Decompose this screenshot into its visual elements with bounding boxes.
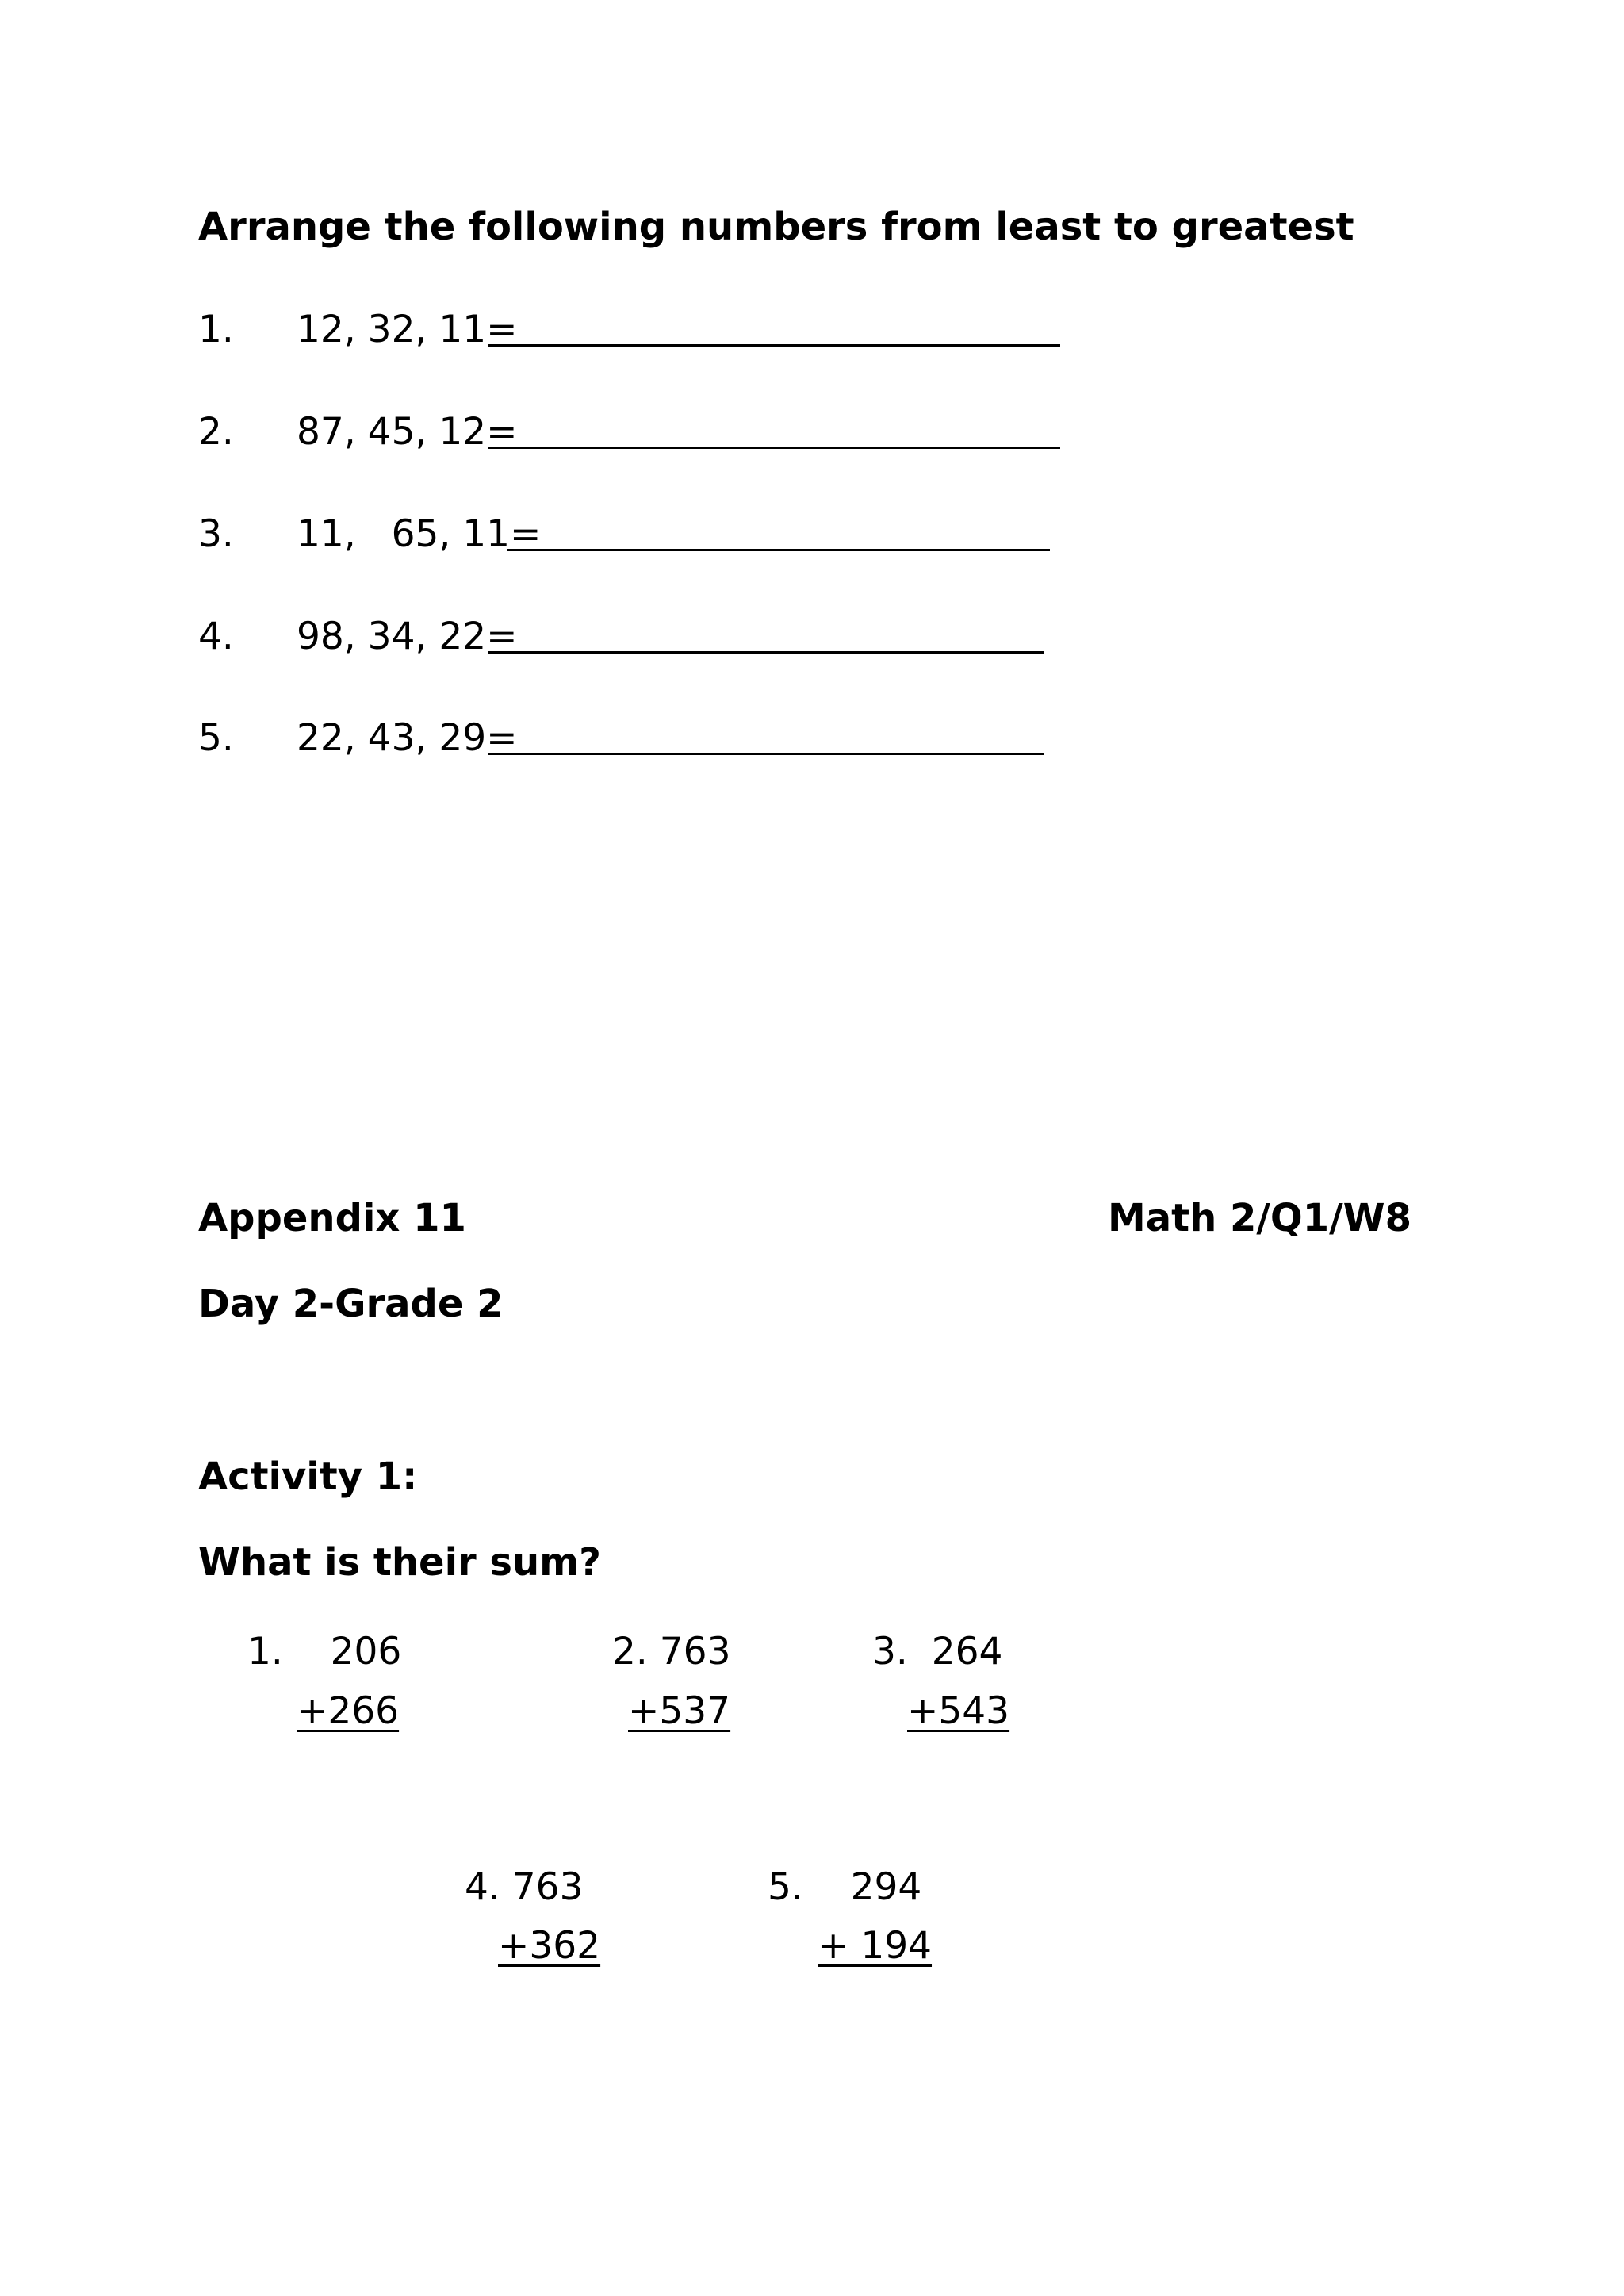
item-text: 98, 34, 22= bbox=[297, 615, 518, 658]
course-code: Math 2/Q1/W8 bbox=[1108, 1196, 1411, 1240]
problem-bottom: +362 bbox=[498, 1924, 601, 1968]
item-number: 4. bbox=[198, 615, 234, 658]
item-number: 3. bbox=[198, 512, 234, 556]
problem-bottom: +537 bbox=[628, 1689, 731, 1733]
answer-blank[interactable] bbox=[508, 549, 1050, 551]
activity-question: What is their sum? bbox=[198, 1540, 602, 1585]
answer-blank[interactable] bbox=[488, 447, 1060, 449]
item-text: 87, 45, 12= bbox=[297, 410, 518, 454]
problem-bottom: +543 bbox=[907, 1689, 1010, 1733]
answer-blank[interactable] bbox=[488, 753, 1044, 755]
problem-top: 5. 294 bbox=[768, 1865, 922, 1909]
activity-title: Activity 1: bbox=[198, 1455, 418, 1499]
answer-blank[interactable] bbox=[488, 651, 1044, 654]
item-text: 12, 32, 11= bbox=[297, 308, 518, 351]
item-number: 2. bbox=[198, 410, 234, 454]
item-number: 1. bbox=[198, 308, 234, 351]
item-number: 5. bbox=[198, 716, 234, 760]
item-text: 11, 65, 11= bbox=[297, 512, 542, 556]
problem-top: 1. 206 bbox=[247, 1630, 402, 1673]
section-title: Arrange the following numbers from least to greatest bbox=[198, 205, 1354, 249]
problem-bottom: +266 bbox=[297, 1689, 400, 1733]
appendix-label: Appendix 11 bbox=[198, 1196, 466, 1240]
item-text: 22, 43, 29= bbox=[297, 716, 518, 760]
problem-top: 4. 763 bbox=[465, 1865, 584, 1909]
problem-top: 3. 264 bbox=[872, 1630, 1003, 1673]
answer-blank[interactable] bbox=[488, 344, 1060, 347]
day-grade-label: Day 2-Grade 2 bbox=[198, 1282, 504, 1326]
problem-top: 2. 763 bbox=[612, 1630, 731, 1673]
problem-bottom: + 194 bbox=[818, 1924, 933, 1968]
